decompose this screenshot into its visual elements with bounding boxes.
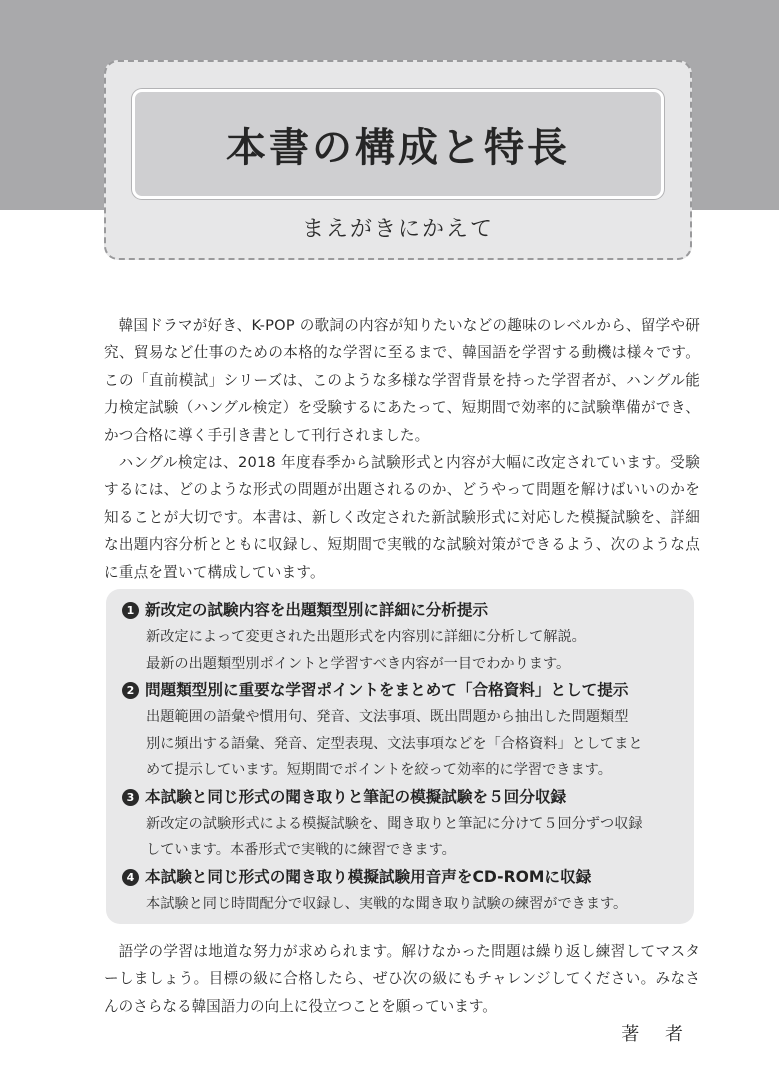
feature-point [122, 864, 680, 918]
feature-point-heading [122, 597, 680, 624]
number-badge-icon: 4 [122, 869, 139, 886]
feature-point-body: 新改定によって変更された出題形式を内容別に詳細に分析して解説。 最新の出題類型別ポイントと学習すべき内容が一目でわかります。 [146, 629, 586, 672]
feature-point [122, 784, 680, 864]
title-panel [132, 89, 664, 199]
feature-point-heading [122, 784, 680, 811]
feature-point-body: 出題範囲の語彙や慣用句、発音、文法事項、既出問題から抽出した問題類型 別に頻出する語彙、発音、定型表現、文法事項などを「合格資料」としてまと めて提示しています。短期間でポイントを絞って効率的に学習できます。 [146, 709, 643, 778]
feature-point-title: 本試験と同じ形式の聞き取り模擬試験用音声をCD-ROMに収録 [145, 867, 592, 886]
title-card [104, 60, 692, 260]
feature-points-box [106, 589, 694, 924]
feature-point-heading [122, 864, 680, 891]
number-badge-icon: 1 [122, 602, 139, 619]
author-signature: 著 者 [621, 1024, 693, 1045]
feature-point-body: 新改定の試験形式による模擬試験を、聞き取りと筆記に分けて５回分ずつ収録 しています。本番形式で実戦的に練習できます。 [146, 815, 643, 858]
page-title: 本書の構成と特長 [226, 124, 570, 171]
feature-point [122, 677, 680, 784]
closing-paragraph: 語学の学習は地道な努力が求められます。解けなかった問題は繰り返し練習してマスターしましょう。目標の級に合格したら、ぜひ次の級にもチャレンジしてください。みなさんのさらなる韓国語力の向上に役立つことを願っています。 [104, 943, 700, 1015]
feature-point-body: 本試験と同じ時間配分で収録し、実戦的な聞き取り試験の練習ができます。 [146, 895, 628, 912]
intro-text [104, 312, 700, 586]
page-subtitle: まえがきにかえて [301, 217, 494, 242]
number-badge-icon: 3 [122, 789, 139, 806]
feature-point [122, 597, 680, 677]
intro-paragraph-2: ハングル検定は、2018 年度春季から試験形式と内容が大幅に改定されています。受験するには、どのような形式の問題が出題されるのか、どうやって問題を解けばいいのかを知ることが大切です。本書は、新しく改定された新試験形式に対応した模擬試験を、詳細な出題内容分析とともに収録し、短期間で実戦的な試験対策ができるよう、次のような点に重点を置いて構成しています。 [104, 454, 700, 581]
number-badge-icon: 2 [122, 682, 139, 699]
feature-point-title: 本試験と同じ形式の聞き取りと筆記の模擬試験を５回分収録 [145, 787, 567, 806]
feature-point-title: 問題類型別に重要な学習ポイントをまとめて「合格資料」として提示 [145, 681, 629, 699]
intro-paragraph-1: 韓国ドラマが好き、K-POP の歌詞の内容が知りたいなどの趣味のレベルから、留学や研究、貿易など仕事のための本格的な学習に至るまで、韓国語を学習する動機は様々です。この「直前模試」シリーズは、このような多様な学習背景を持った学習者が、ハングル能力検定試験（ハングル検定）を受験するにあたって、短期間で効率的に試験準備ができ、かつ合格に導く手引き書として刊行されました。 [104, 317, 700, 444]
feature-point-heading [122, 677, 680, 704]
feature-point-title: 新改定の試験内容を出題類型別に詳細に分析提示 [145, 601, 489, 619]
